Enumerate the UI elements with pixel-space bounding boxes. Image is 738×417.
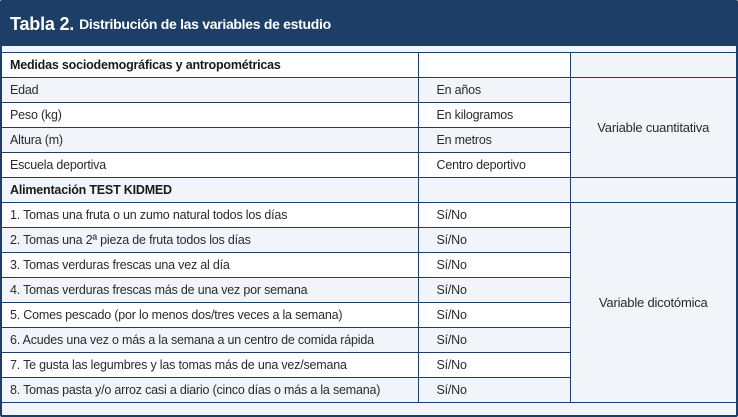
table-number: Tabla 2. (10, 13, 75, 34)
variable-cell: Edad (2, 78, 418, 103)
variable-type-cell: Variable cuantitativa (570, 78, 736, 178)
empty-cell (418, 178, 570, 203)
variable-cell: 1. Tomas una fruta o un zumo natural todos los días (2, 203, 418, 228)
empty-cell (570, 178, 736, 203)
variable-cell: 5. Comes pescado (por lo menos dos/tres veces a la semana) (2, 303, 418, 328)
variable-cell: 2. Tomas una 2ª pieza de fruta todos los días (2, 228, 418, 253)
section-header-row (2, 53, 736, 78)
variables-table (2, 52, 736, 403)
value-cell: En metros (418, 128, 570, 153)
section-heading: Medidas sociodemográficas y antropométricas (2, 53, 418, 78)
value-cell: Sí/No (418, 253, 570, 278)
section-heading: Alimentación TEST KIDMED (2, 178, 418, 203)
variable-type-cell: Variable dicotómica (570, 203, 736, 403)
variable-cell: 3. Tomas verduras frescas una vez al día (2, 253, 418, 278)
empty-cell (570, 53, 736, 78)
table-title-bar (2, 2, 736, 46)
table-row (2, 203, 736, 228)
empty-cell (418, 53, 570, 78)
variable-cell: Escuela deportiva (2, 153, 418, 178)
variable-cell: 7. Te gusta las legumbres y las tomas más de una vez/semana (2, 353, 418, 378)
table-row (2, 78, 736, 103)
value-cell: En años (418, 78, 570, 103)
value-cell: En kilogramos (418, 103, 570, 128)
variable-cell: 6. Acudes una vez o más a la semana a un centro de comida rápida (2, 328, 418, 353)
value-cell: Sí/No (418, 328, 570, 353)
variable-cell: Peso (kg) (2, 103, 418, 128)
value-cell: Sí/No (418, 203, 570, 228)
section-header-row (2, 178, 736, 203)
variable-cell: 4. Tomas verduras frescas más de una vez por semana (2, 278, 418, 303)
value-cell: Sí/No (418, 303, 570, 328)
value-cell: Sí/No (418, 353, 570, 378)
value-cell: Sí/No (418, 378, 570, 403)
value-cell: Centro deportivo (418, 153, 570, 178)
table-title: Distribución de las variables de estudio (79, 16, 331, 32)
value-cell: Sí/No (418, 228, 570, 253)
variable-cell: 8. Tomas pasta y/o arroz casi a diario (cinco días o más a la semana) (2, 378, 418, 403)
value-cell: Sí/No (418, 278, 570, 303)
variable-cell: Altura (m) (2, 128, 418, 153)
